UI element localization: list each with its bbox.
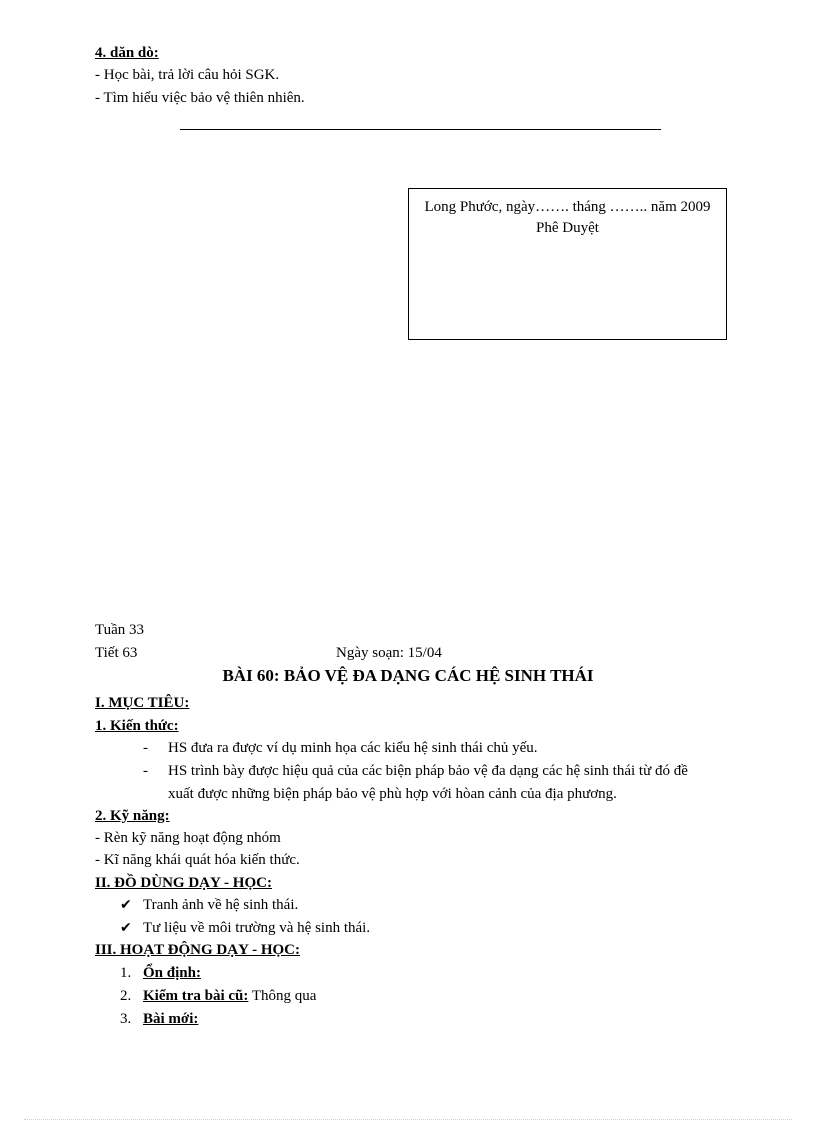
materials-item: Tranh ảnh về hệ sinh thái. xyxy=(143,897,299,913)
separator-line xyxy=(180,129,661,130)
section-heading: I. MỤC TIÊU: xyxy=(95,695,190,711)
skill-item: - Rèn kỹ năng hoạt động nhóm xyxy=(95,830,281,846)
approval-title: Phê Duyệt xyxy=(536,220,599,236)
week-label: Tuần 33 xyxy=(95,622,145,638)
step-label: Kiểm tra bài cũ: xyxy=(143,988,249,1004)
section-heading: III. HOẠT ĐỘNG DẠY - HỌC: xyxy=(95,942,301,958)
step-label: Bài mới: xyxy=(143,1011,199,1027)
step-number: 3. xyxy=(120,1011,132,1027)
dash-bullet: - xyxy=(143,740,148,756)
skill-item: - Kĩ năng khái quát hóa kiến thức. xyxy=(95,852,300,868)
knowledge-item-continued: xuất được những biện pháp bảo vệ phù hợp với hòan cảnh của địa phương. xyxy=(168,786,617,802)
step-item xyxy=(143,1011,198,1028)
section-heading: II. ĐỒ DÙNG DẠY - HỌC: xyxy=(95,875,272,891)
prev-heading: 4. dăn dò: xyxy=(95,45,159,61)
step-number: 1. xyxy=(120,965,132,981)
knowledge-item: HS trình bày được hiệu quả của các biện pháp bảo vệ đa dạng các hệ sinh thái từ đó đề xyxy=(168,763,688,779)
subsection-heading: 2. Kỹ năng: xyxy=(95,808,170,824)
prev-item: - Học bài, trả lời câu hỏi SGK. xyxy=(95,67,280,83)
step-number: 2. xyxy=(120,988,132,1004)
lesson-title: BÀI 60: BẢO VỆ ĐA DẠNG CÁC HỆ SINH THÁI xyxy=(222,666,594,685)
page-edge xyxy=(24,1119,792,1120)
approval-box xyxy=(408,188,727,340)
step-text: Thông qua xyxy=(248,988,317,1004)
step-label: Ổn định: xyxy=(143,965,201,981)
checkmark-icon: ✔ xyxy=(120,920,132,936)
period-label: Tiết 63 xyxy=(95,645,138,661)
step-item xyxy=(143,965,201,982)
checkmark-icon: ✔ xyxy=(120,897,132,913)
materials-item: Tư liệu về môi trường và hệ sinh thái. xyxy=(143,920,371,936)
dash-bullet: - xyxy=(143,763,148,779)
subsection-heading: 1. Kiến thức: xyxy=(95,718,179,734)
step-item xyxy=(143,988,316,1005)
approval-date: Long Phước, ngày……. tháng …….. năm 2009 xyxy=(424,199,711,215)
knowledge-item: HS đưa ra được ví dụ minh họa các kiểu hệ sinh thái chủ yếu. xyxy=(168,740,538,756)
prev-item: - Tìm hiểu việc bảo vệ thiên nhiên. xyxy=(95,90,305,106)
prep-date: Ngày soạn: 15/04 xyxy=(336,645,442,661)
